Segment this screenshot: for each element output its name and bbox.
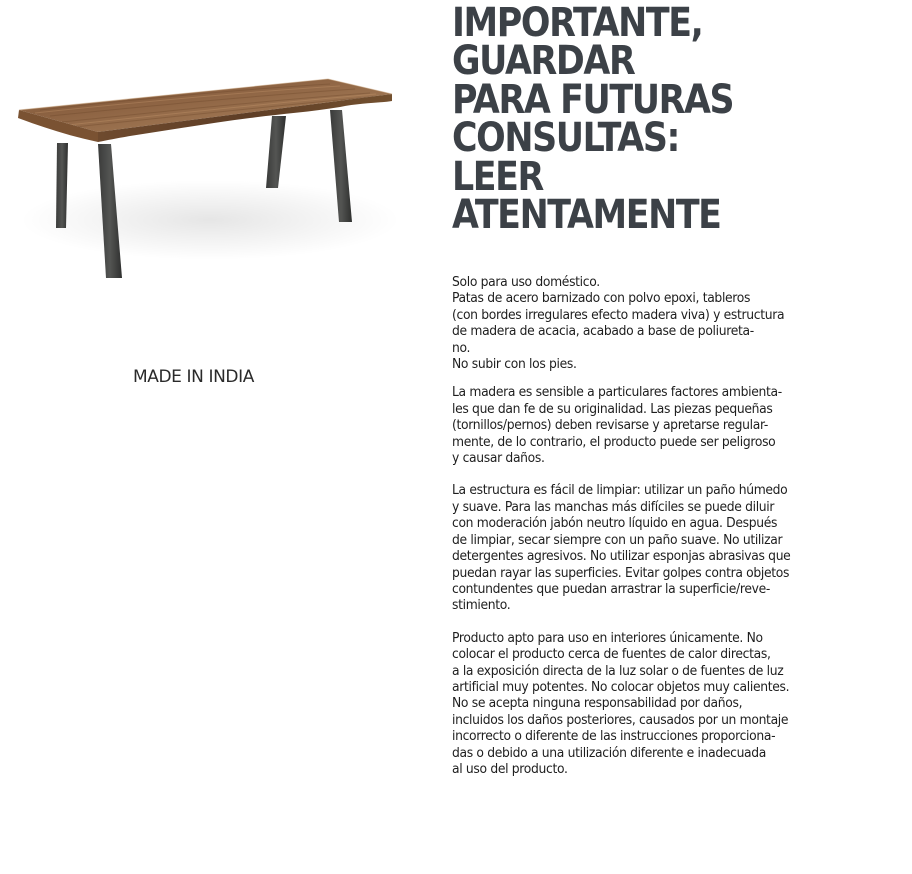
text-line: de madera de acacia, acabado a base de poliureta- — [452, 324, 754, 340]
text-line: les que dan fe de su originalidad. Las piezas pequeñas — [452, 401, 773, 417]
title-line: PARA FUTURAS — [452, 76, 734, 123]
text-line: La madera es sensible a particulares factores ambienta- — [452, 385, 782, 401]
title-line: GUARDAR — [452, 38, 635, 85]
text-line: Producto apto para uso en interiores únicamente. No — [452, 630, 763, 646]
text-line: al uso del producto. — [452, 761, 568, 777]
text-line: Solo para uso doméstico. — [452, 275, 600, 290]
text-line: (con bordes irregulares efecto madera viva) y estructura — [452, 307, 785, 323]
instructions-text — [452, 275, 892, 778]
text-line: No se acepta ninguna responsabilidad por daños, — [452, 696, 743, 712]
paragraph-usage — [452, 275, 870, 373]
text-line: no. — [452, 340, 471, 356]
table-image — [10, 70, 402, 285]
text-line: La estructura es fácil de limpiar: utilizar un paño húmedo — [452, 483, 788, 499]
title-line: LEER — [452, 153, 543, 200]
text-line: contundentes que puedan arrastrar la superficie/reve- — [452, 581, 770, 597]
text-line: incluidos los daños posteriores, causados por un montaje — [452, 712, 789, 728]
made-in-label: MADE IN INDIA — [133, 367, 254, 387]
text-line: Patas de acero barnizado con polvo epoxi, tableros — [452, 291, 751, 307]
text-line: colocar el producto cerca de fuentes de calor directas, — [452, 647, 771, 663]
text-line: de limpiar, secar siempre con un paño suave. No utilizar — [452, 532, 783, 548]
paragraph-cleaning — [452, 483, 870, 614]
text-line: (tornillos/pernos) deben revisarse y apretarse regular- — [452, 418, 769, 434]
text-line: artificial muy potentes. No colocar objetos muy calientes. — [452, 679, 790, 695]
title-line: IMPORTANTE, — [452, 0, 703, 46]
page-title — [452, 0, 835, 239]
text-line: mente, de lo contrario, el producto puede ser peligroso — [452, 434, 776, 450]
paragraph-indoor-use — [452, 631, 870, 779]
paragraph-wood — [452, 385, 870, 467]
text-line: y causar daños. — [452, 451, 545, 467]
text-line: a la exposición directa de la luz solar o de fuentes de luz — [452, 663, 784, 679]
text-line: stimiento. — [452, 598, 511, 614]
text-line: No subir con los pies. — [452, 357, 577, 373]
text-line: con moderación jabón neutro líquido en agua. Después — [452, 516, 778, 532]
text-line: das o debido a una utilización diferente e inadecuada — [452, 745, 767, 761]
title-line: ATENTAMENTE — [452, 192, 721, 239]
text-line: y suave. Para las manchas más difíciles se puede diluir — [452, 499, 775, 515]
title-line: CONSULTAS: — [452, 115, 680, 162]
text-line: incorrecto o diferente de las instrucciones proporciona- — [452, 729, 776, 745]
text-line: puedan rayar las superficies. Evitar golpes contra objetos — [452, 565, 790, 581]
text-line: detergentes agresivos. No utilizar esponjas abrasivas que — [452, 549, 791, 565]
